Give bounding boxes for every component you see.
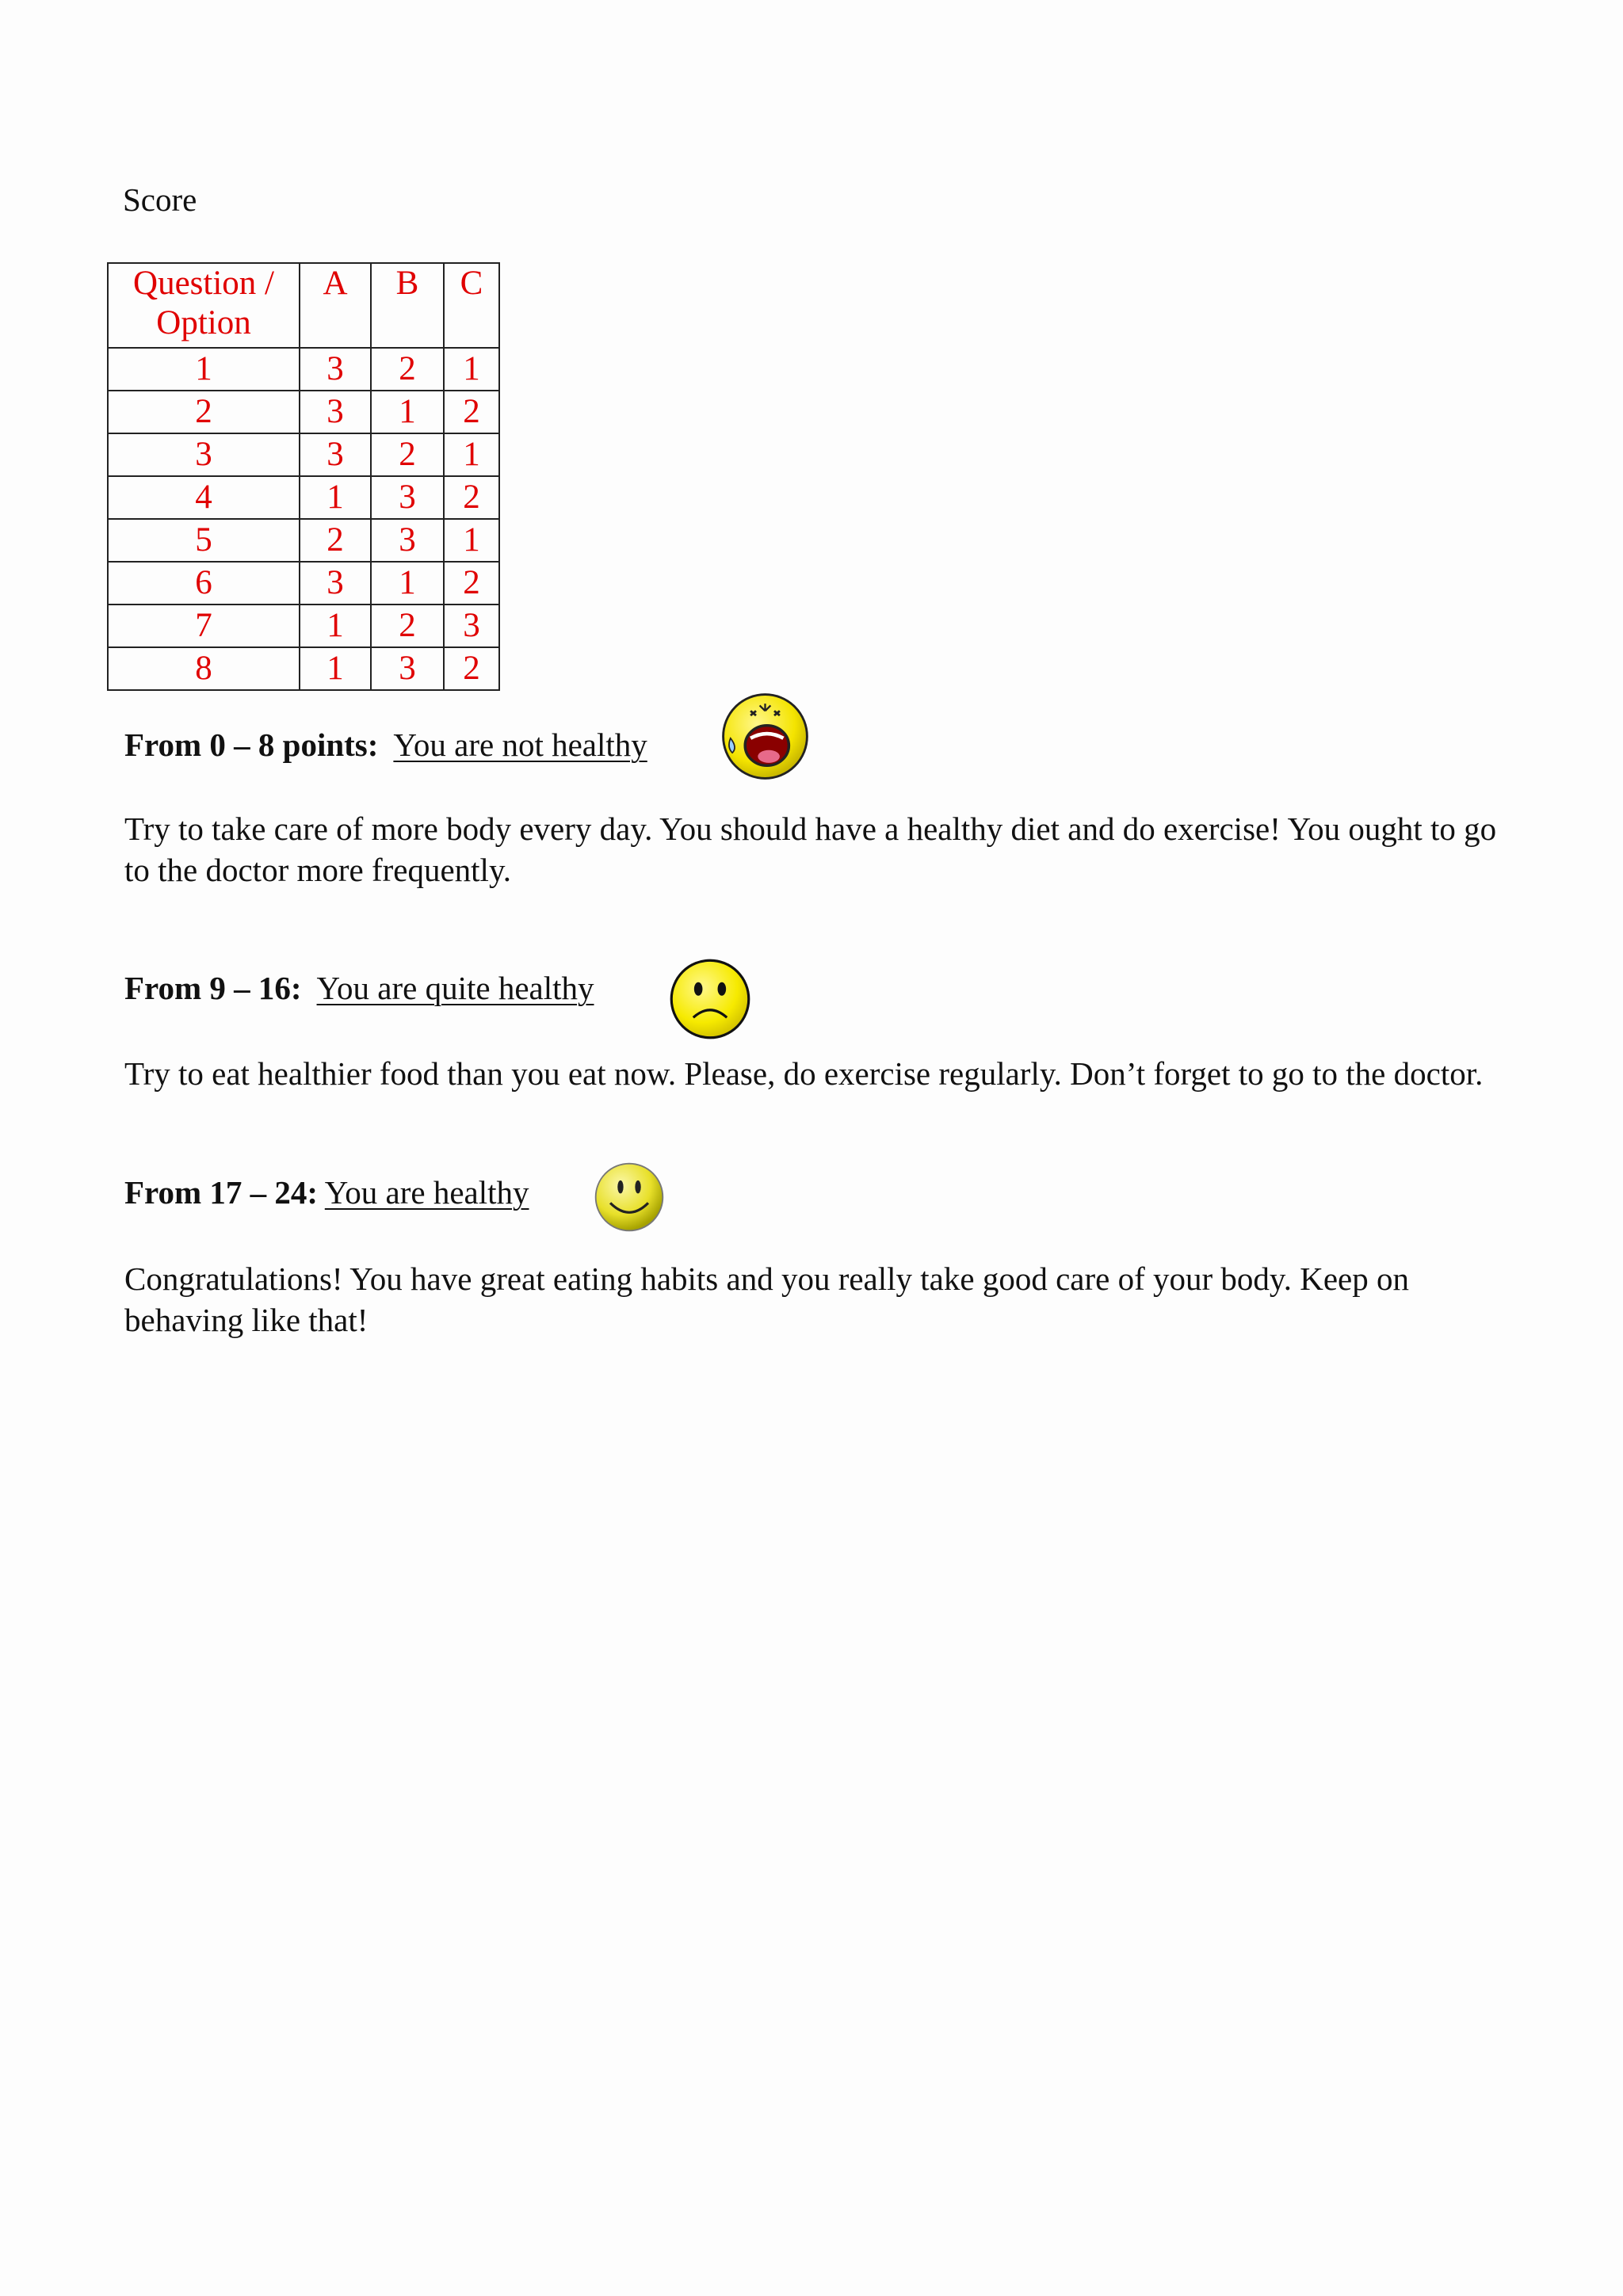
range-heading-quite-healthy [124, 968, 594, 1008]
table-cell: 2 [108, 391, 300, 433]
table-row [108, 348, 499, 391]
table-header-b: B [371, 263, 444, 348]
range-description: Try to eat healthier food than you eat now. Please, do exercise regularly. Don’t forget to go to the doctor. [124, 1055, 1484, 1092]
table-cell: 3 [300, 391, 371, 433]
table-cell: 1 [371, 391, 444, 433]
range-verdict: You are not healthy [393, 727, 647, 763]
table-row [108, 605, 499, 647]
table-header-row [108, 263, 499, 348]
table-cell: 2 [444, 647, 499, 690]
range-verdict: You are healthy [324, 1174, 529, 1211]
table-cell: 8 [108, 647, 300, 690]
range-label: From 17 – 24: [124, 1174, 319, 1211]
table-cell: 2 [444, 391, 499, 433]
table-row [108, 433, 499, 476]
range-description: Try to take care of more body every day. You should have a healthy diet and do exercise! You ought to go to the doctor more frequently. [124, 810, 1497, 888]
range-heading-healthy [124, 1173, 529, 1212]
table-cell: 4 [108, 476, 300, 519]
table-cell: 1 [300, 605, 371, 647]
crying-face-icon [720, 691, 811, 782]
table-cell: 2 [444, 476, 499, 519]
table-cell: 3 [371, 647, 444, 690]
score-table [107, 262, 500, 691]
table-cell: 1 [108, 348, 300, 391]
table-cell: 1 [444, 348, 499, 391]
table-row [108, 562, 499, 605]
range-label: From 9 – 16: [124, 970, 302, 1006]
table-cell: 3 [108, 433, 300, 476]
table-cell: 3 [300, 433, 371, 476]
range-description: Congratulations! You have great eating habits and you really take good care of your body. Keep on behaving like that! [124, 1261, 1409, 1338]
table-cell: 3 [300, 562, 371, 605]
table-cell: 1 [300, 647, 371, 690]
sad-face-icon [668, 957, 752, 1041]
table-cell: 5 [108, 519, 300, 562]
range-label: From 0 – 8 points: [124, 727, 379, 763]
table-cell: 1 [444, 519, 499, 562]
table-cell: 2 [300, 519, 371, 562]
table-cell: 7 [108, 605, 300, 647]
table-cell: 3 [371, 519, 444, 562]
table-cell: 2 [371, 605, 444, 647]
range-heading-not-healthy [124, 725, 647, 765]
table-cell: 3 [300, 348, 371, 391]
table-header-question: Question / Option [108, 263, 300, 348]
table-header-c: C [444, 263, 499, 348]
table-cell: 2 [371, 348, 444, 391]
table-cell: 1 [371, 562, 444, 605]
range-verdict: You are quite healthy [316, 970, 594, 1006]
table-cell: 2 [371, 433, 444, 476]
table-cell: 1 [300, 476, 371, 519]
table-row [108, 519, 499, 562]
table-row [108, 647, 499, 690]
table-cell: 6 [108, 562, 300, 605]
table-cell: 2 [444, 562, 499, 605]
table-cell: 3 [444, 605, 499, 647]
table-row [108, 391, 499, 433]
table-header-a: A [300, 263, 371, 348]
table-cell: 1 [444, 433, 499, 476]
table-row [108, 476, 499, 519]
score-heading: Score [123, 181, 197, 218]
smiley-face-icon [593, 1161, 666, 1234]
table-cell: 3 [371, 476, 444, 519]
